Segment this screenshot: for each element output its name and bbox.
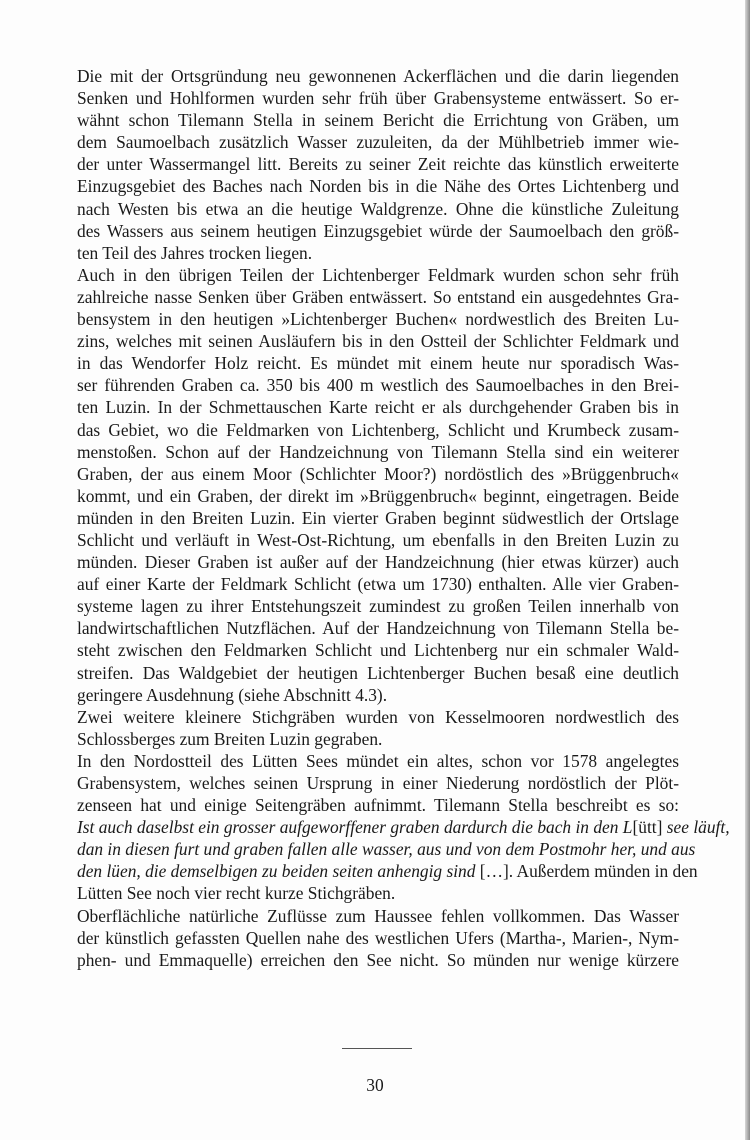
text-line: in das Wendorfer Holz reicht. Es mündet mit einem heute nur sporadisch Was-	[77, 353, 679, 374]
text-line: systeme lagen zu ihrer Entstehungszeit zumindest zu großen Teilen innerhalb von	[77, 596, 679, 617]
text-line: das Gebiet, wo die Feldmarken von Lichtenberg, Schlicht und Krumbeck zusam-	[77, 419, 679, 440]
text-line: der künstlich gefassten Quellen nahe des westlichen Ufers (Martha-, Marien-, Nym-	[77, 927, 679, 948]
text-line: Auch in den übrigen Teilen der Lichtenberger Feldmark wurden schon sehr früh	[77, 264, 679, 285]
text-line: ten Luzin. In der Schmettauschen Karte reicht er als durchgehender Graben bis in	[77, 397, 679, 418]
text-line: steht zwischen den Feldmarken Schlicht und Lichtenberg nur ein schmaler Wald-	[77, 640, 679, 661]
text-line: Grabensystem, welches seinen Ursprung in einer Niederung nordöstlich der Plöt-	[77, 773, 679, 793]
text-line: zahlreiche nasse Senken über Gräben entwässert. So entstand ein ausgedehntes Gra-	[77, 286, 679, 307]
text-line: Zwei weitere kleinere Stichgräben wurden von Kesselmooren nordwestlich des	[77, 706, 679, 727]
text-line: Graben, der aus einem Moor (Schlichter Moor?) nordöstlich des »Brüggenbruch«	[77, 463, 679, 484]
text-line: Oberflächliche natürliche Zuflüsse zum Haussee fehlen vollkommen. Das Wasser	[77, 905, 679, 926]
text-line: geringere Ausdehnung (siehe Abschnitt 4.3).	[77, 684, 388, 705]
text-segment: […]. Außerdem münden in den	[475, 861, 698, 882]
text-line: nach Westen bis etwa an die heutige Waldgrenze. Ohne die künstliche Zuleitung	[77, 198, 679, 219]
text-line: Lütten See noch vier recht kurze Stichgräben.	[77, 883, 396, 904]
text-line: zenseen hat und einige Seitengräben aufnimmt. Tilemann Stella beschreibt es so:	[77, 795, 679, 816]
quote-line	[77, 838, 696, 860]
text-line: streifen. Das Waldgebiet der heutigen Lichtenberger Buchen besaß eine deutlich	[77, 662, 679, 683]
footer-rule	[342, 1048, 412, 1049]
text-line: des Wassers aus seinem heutigen Einzugsgebiet würde der Saumoelbach den größ-	[77, 220, 679, 241]
text-line: ser führenden Graben ca. 350 bis 400 m westlich des Saumoelbaches in den Brei-	[77, 375, 679, 396]
text-line: bensystem in den heutigen »Lichtenberger Buchen« nordwestlich des Breiten Lu-	[77, 309, 679, 330]
quote-text: see läuft,	[662, 817, 730, 838]
text-line: dem Saumoelbach zusätzlich Wasser zuzuleiten, da der Mühlbetrieb immer wie-	[77, 132, 679, 153]
text-line: ten Teil des Jahres trocken liegen.	[77, 242, 313, 263]
text-line: wähnt schon Tilemann Stella in seinem Bericht die Errichtung von Gräben, um	[77, 110, 679, 131]
text-line: kommt, und ein Graben, der direkt im »Brüggenbruch« beginnt, eingetragen. Beide	[77, 485, 679, 506]
page-number: 30	[366, 1075, 384, 1095]
text-line: Schlicht und verläuft in West-Ost-Richtung, um ebenfalls in den Breiten Luzin zu	[77, 529, 679, 550]
text-line: münden. Dieser Graben ist außer auf der Handzeichnung (hier etwas kürzer) auch	[77, 552, 679, 573]
quote-line	[77, 860, 698, 882]
text-line: Die mit der Ortsgründung neu gewonnenen Ackerflächen und die darin liegenden	[77, 66, 679, 86]
text-line: landwirtschaftlichen Nutzflächen. Auf der Handzeichnung von Tilemann Stella be-	[77, 618, 679, 639]
text-line: zins, welches mit seinen Ausläufern bis in den Ostteil der Schlichter Feldmark und	[77, 331, 679, 352]
text-line: Schlossberges zum Breiten Luzin gegraben.	[77, 728, 383, 749]
quote-text: den lüen, die demselbigen zu beiden seiten anhengig sind	[77, 861, 476, 882]
quote-text: dan in diesen furt und graben fallen alle wasser, aus und von dem Postmohr her, und aus	[77, 839, 696, 860]
text-line: Senken und Hohlformen wurden sehr früh über Grabensysteme entwässert. So er-	[77, 88, 679, 109]
body-text	[77, 65, 730, 971]
quote-text: Ist auch daselbst ein grosser aufgeworffener graben dardurch die bach in den L	[77, 817, 633, 838]
text-line: Einzugsgebiet des Baches nach Norden bis in die Nähe des Ortes Lichtenberg und	[77, 176, 679, 197]
page-edge-shadow	[745, 0, 750, 1140]
text-line: der unter Wassermangel litt. Bereits zu seiner Zeit reichte das künstlich erweiterte	[77, 154, 679, 175]
text-line: menstoßen. Schon auf der Handzeichnung von Tilemann Stella sind ein weiterer	[77, 441, 679, 462]
quote-insertion: [ütt]	[632, 817, 663, 838]
text-line: münden in den Breiten Luzin. Ein vierter Graben beginnt südwestlich der Ortslage	[77, 507, 679, 528]
text-line: auf einer Karte der Feldmark Schlicht (etwa um 1730) enthalten. Alle vier Graben-	[77, 574, 679, 595]
text-line: phen- und Emmaquelle) erreichen den See nicht. So münden nur wenige kürzere	[77, 949, 679, 970]
quote-line	[77, 816, 730, 838]
text-line: In den Nordostteil des Lütten Sees mündet ein altes, schon vor 1578 angelegtes	[77, 750, 679, 771]
